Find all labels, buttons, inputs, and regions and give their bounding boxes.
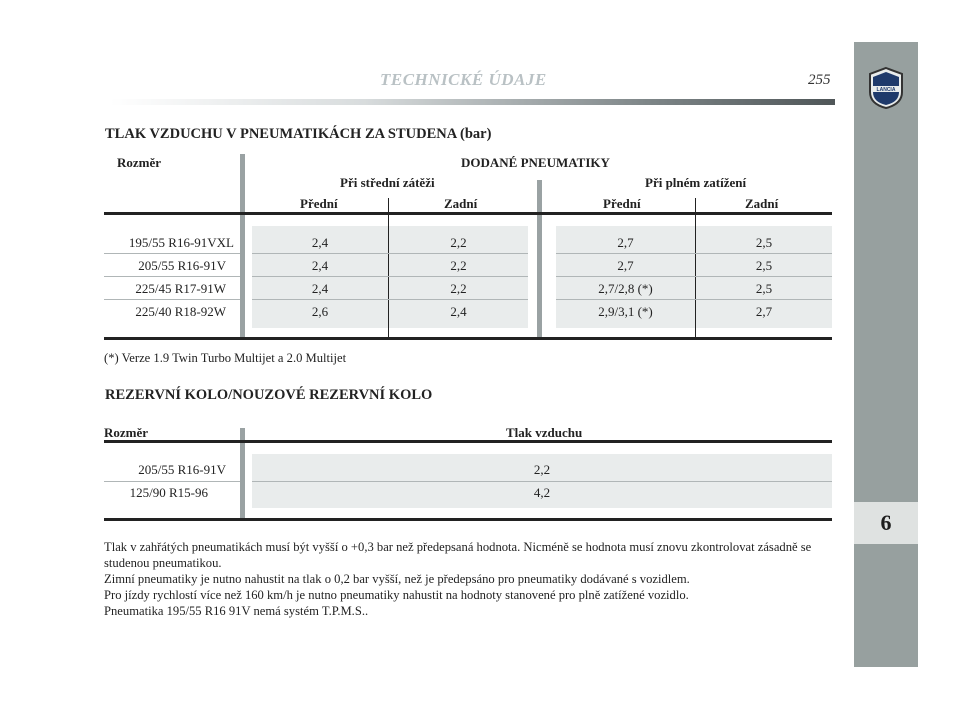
spare-row-size: 125/90 R15-96 <box>129 485 208 500</box>
row-line <box>556 253 832 254</box>
table-row-size: 205/55 R16-91V <box>138 258 226 273</box>
tire-pressure-heading: TLAK VZDUCHU V PNEUMATIKÁCH ZA STUDENA (bar) <box>105 126 492 142</box>
note-line: Pneumatika 195/55 R16 91V nemá systém T.P.M.S.. <box>104 604 369 618</box>
mid-front-header: Přední <box>300 196 338 211</box>
table-row-size: 225/40 R18-92W <box>135 304 226 319</box>
table-cell: 2,6 <box>311 304 329 319</box>
chapter-sidebar <box>854 42 918 667</box>
full-rear-header: Zadní <box>745 196 779 211</box>
table-divider-left <box>240 154 245 339</box>
logo-text: LANCIA <box>876 87 896 93</box>
spare-rule-top <box>104 440 832 443</box>
note-line: Zimní pneumatiky je nutno nahustit na tlak o 0,2 bar vyšší, než je předepsáno pro pneumatiky dodávané s vozidlem. <box>104 572 690 586</box>
header-rule-bottom <box>104 337 832 340</box>
row-line <box>252 253 528 254</box>
table-cell: 2,4 <box>311 281 329 296</box>
note-line: Pro jízdy rychlostí více než 160 km/h je nutno pneumatiky nahustit na hodnoty stanovené pro plně zatížené vozidlo. <box>104 588 689 602</box>
table-cell: 2,5 <box>755 281 773 296</box>
header-rule-top <box>104 212 832 215</box>
col-size-header: Rozměr <box>117 155 162 170</box>
group-full-header: Při plném zatížení <box>645 175 747 190</box>
table-cell: 2,4 <box>450 304 467 319</box>
spare-heading: REZERVNÍ KOLO/NOUZOVÉ REZERVNÍ KOLO <box>105 387 433 403</box>
table-cell: 2,9/3,1 (*) <box>598 304 653 319</box>
table-row-size: 225/45 R17-91W <box>135 281 226 296</box>
row-line <box>104 299 240 300</box>
group-medium-header: Při střední zátěži <box>340 175 435 190</box>
row-line <box>252 481 832 482</box>
row-line <box>252 276 528 277</box>
table-cell: 2,4 <box>311 235 329 250</box>
table-cell: 2,4 <box>311 258 329 273</box>
chapter-tab[interactable]: 6 <box>854 502 918 544</box>
table-divider-mid <box>537 180 542 339</box>
row-line <box>104 253 240 254</box>
note-line: Tlak v zahřátých pneumatikách musí být vyšší o +0,3 bar než předepsaná hodnota. Nicméně se hodnota musí znovu zkontrolovat zásadně se studenou pneumatikou. <box>104 540 812 570</box>
spare-rule-bottom <box>104 518 832 521</box>
section-title: TECHNICKÉ ÚDAJE <box>380 70 547 89</box>
row-line <box>104 481 240 482</box>
footnote: (*) Verze 1.9 Twin Turbo Multijet a 2.0 Multijet <box>104 351 347 365</box>
notes-paragraph <box>104 539 834 619</box>
row-line <box>556 299 832 300</box>
table-row-size: 195/55 R16-91VXL <box>128 235 234 250</box>
table-cell: 2,2 <box>450 258 467 273</box>
table-cell: 2,5 <box>755 235 773 250</box>
row-line <box>252 299 528 300</box>
table-cell: 2,7/2,8 (*) <box>598 281 653 296</box>
table-cell: 2,7 <box>755 304 773 319</box>
row-line <box>104 276 240 277</box>
header-divider <box>110 99 835 105</box>
table-cell: 2,5 <box>755 258 773 273</box>
full-front-header: Přední <box>603 196 641 211</box>
mid-rear-header: Zadní <box>444 196 478 211</box>
row-line <box>556 276 832 277</box>
spare-col-size-header: Rozměr <box>104 425 149 440</box>
table-cell: 2,2 <box>450 235 467 250</box>
table-cell: 2,7 <box>617 258 634 273</box>
table-cell: 2,7 <box>617 235 634 250</box>
spare-row-size: 205/55 R16-91V <box>138 462 226 477</box>
spare-row-pressure: 2,2 <box>533 462 551 477</box>
col-supplied-header: DODANÉ PNEUMATIKY <box>461 155 610 170</box>
page-number: 255 <box>808 72 831 88</box>
lancia-logo-icon <box>866 66 906 110</box>
table-cell: 2,2 <box>450 281 467 296</box>
spare-col-pressure-header: Tlak vzduchu <box>506 425 583 440</box>
spare-row-pressure: 4,2 <box>533 485 551 500</box>
